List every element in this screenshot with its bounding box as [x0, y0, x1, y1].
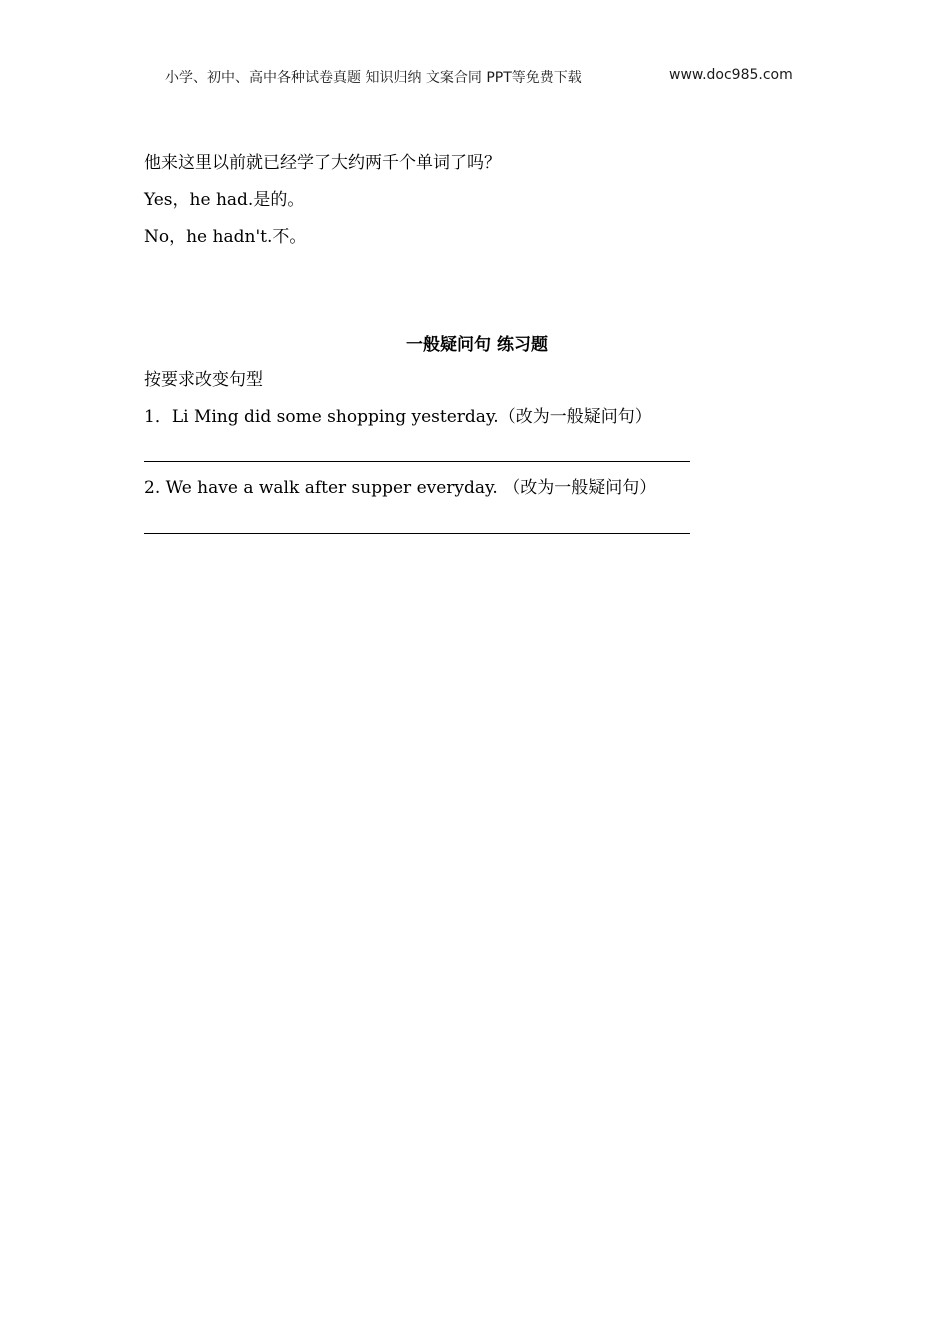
exercise-item-2: 2. We have a walk after supper everyday. （改为一般疑问句）	[144, 478, 657, 498]
example-answer-no: No，he hadn't.不。	[144, 227, 307, 247]
exercise-instruction: 按要求改变句型	[144, 370, 263, 390]
header-website: www.doc985.com	[669, 67, 793, 83]
answer-line-1[interactable]	[144, 461, 690, 462]
example-question: 他来这里以前就已经学了大约两千个单词了吗？	[144, 153, 501, 173]
exercise-item-1: 1．Li Ming did some shopping yesterday.（改为一般疑问句）	[144, 407, 652, 427]
page-header	[0, 67, 950, 91]
example-answer-yes: Yes，he had.是的。	[144, 190, 305, 210]
answer-line-2[interactable]	[144, 533, 690, 534]
exercise-title: 一般疑问句 练习题	[406, 335, 548, 355]
header-slogan: 小学、初中、高中各种试卷真题 知识归纳 文案合同 PPT等免费下载	[165, 70, 582, 86]
